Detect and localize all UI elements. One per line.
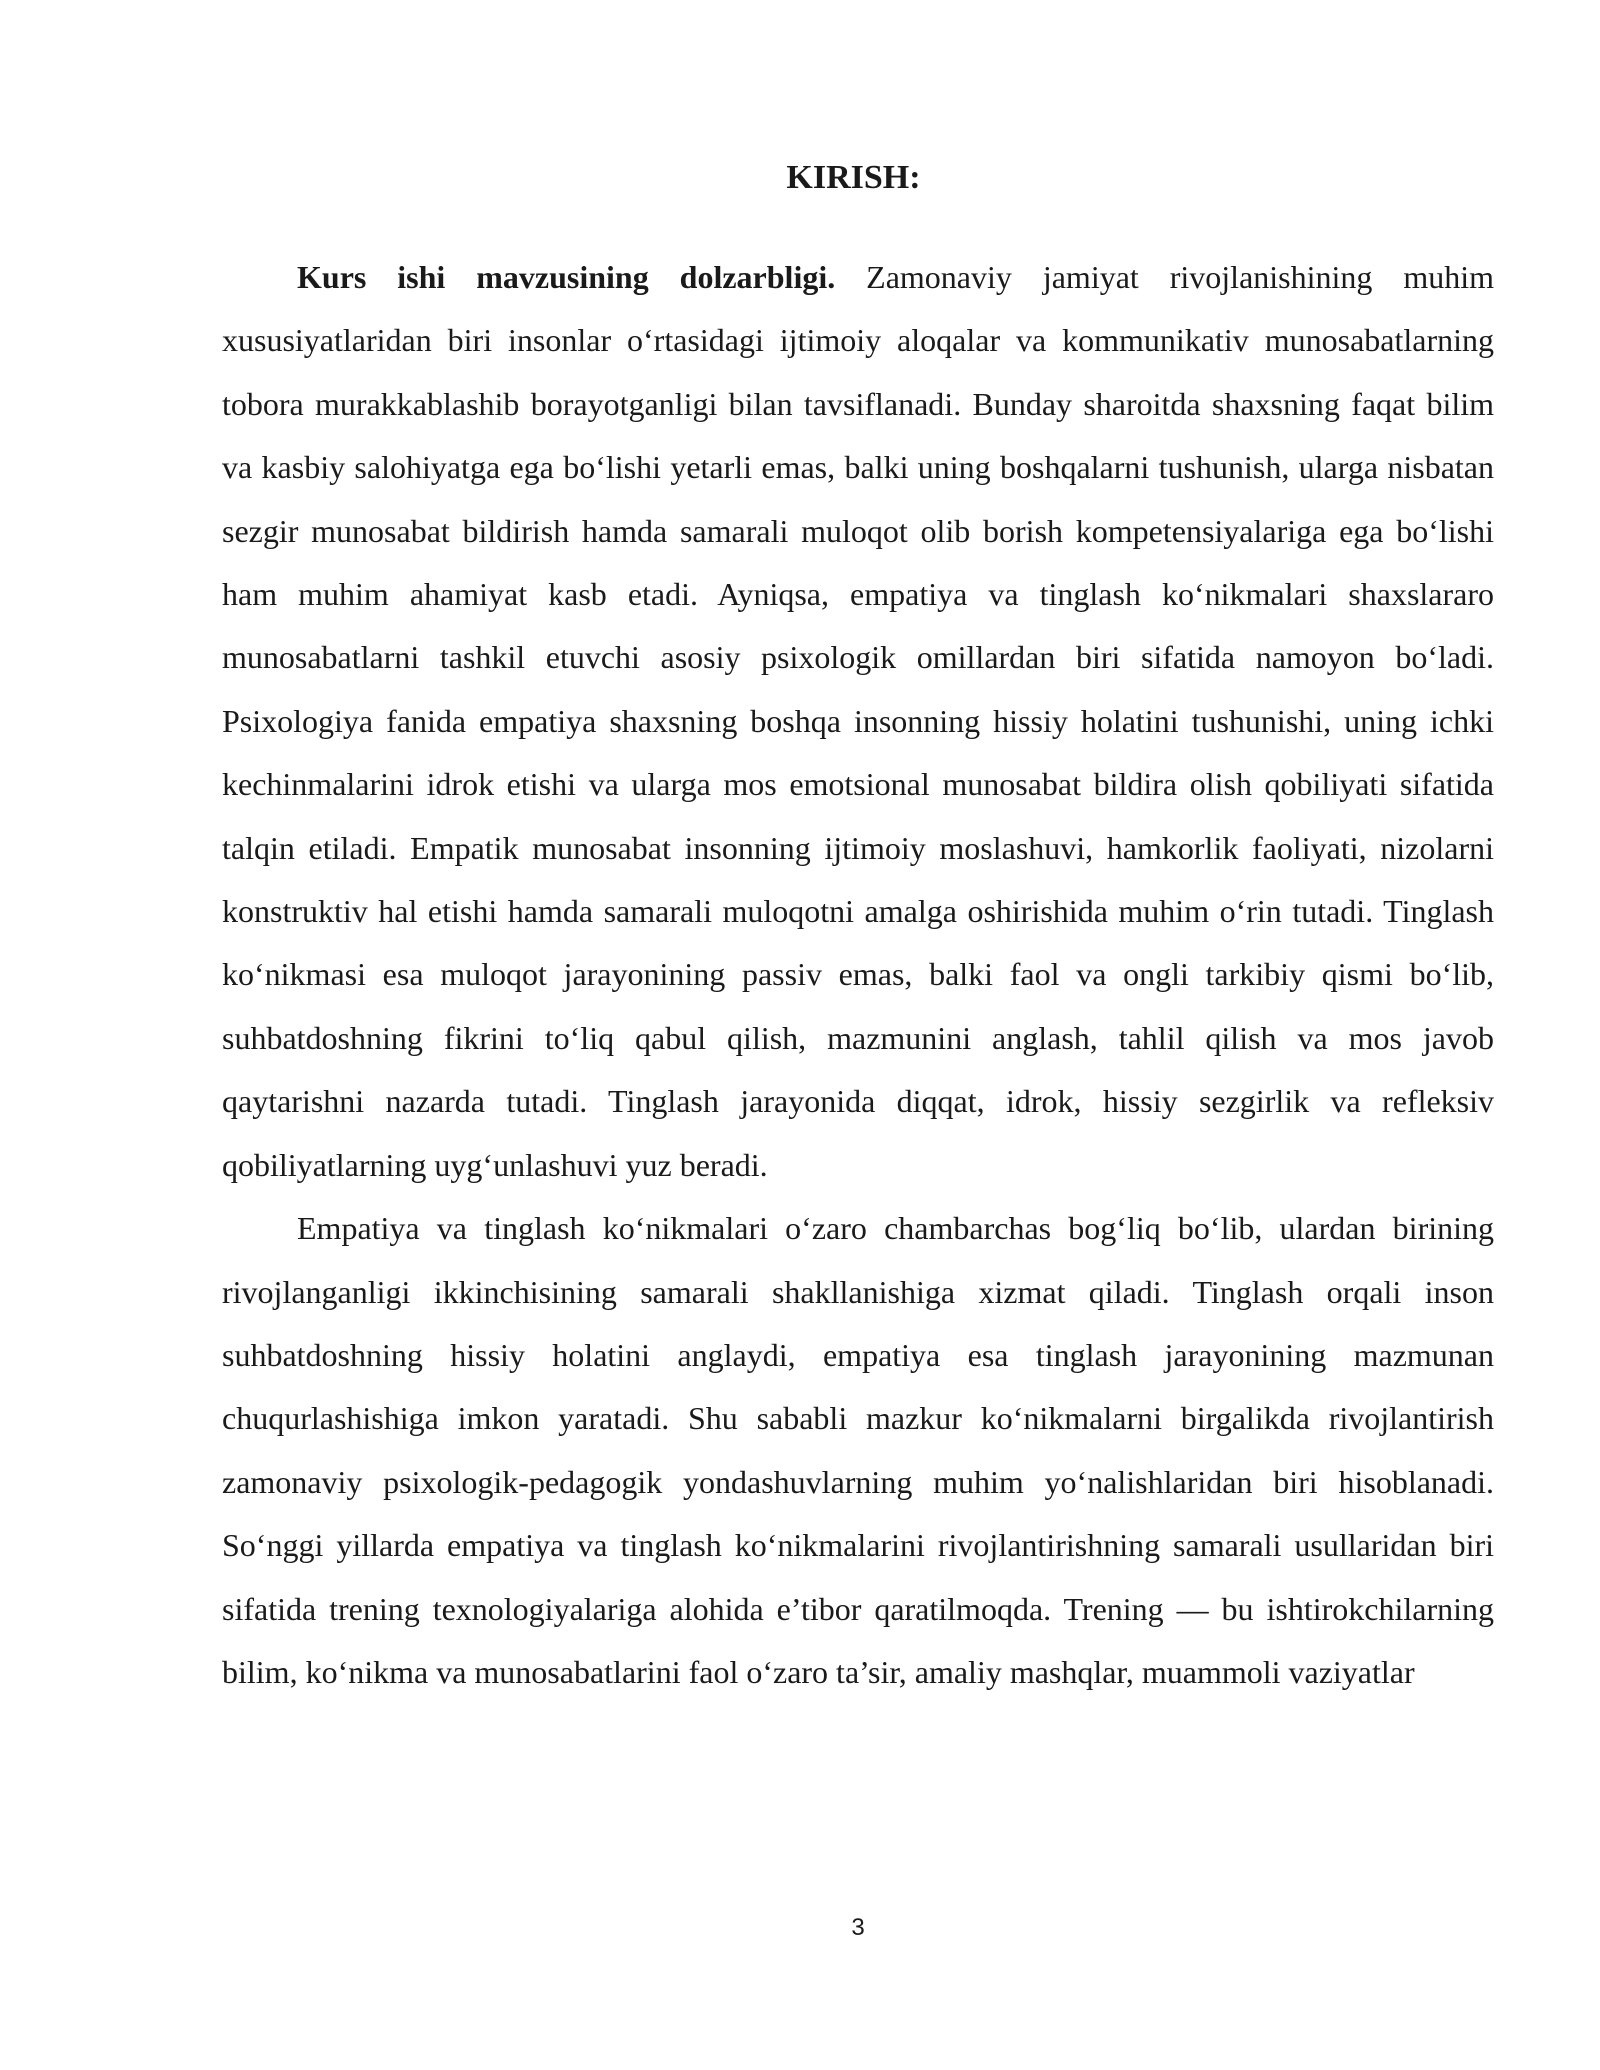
paragraph-text: Empatiya va tinglash ko‘nikmalari o‘zaro chambarchas bog‘liq bo‘lib, ulardan birining rivojlanganligi ikkinchisining samarali shakllanishiga xizmat qiladi. Tinglash orqali inson suhbatdoshning hissiy holatini anglaydi, empatiya esa tinglash jarayonining mazmunan chuqurlashishiga imkon yaratadi. Shu sababli mazkur ko‘nikmalarni birgalikda rivojlantirish zamonaviy psixologik-pedagogik yondashuvlarning muhim yo‘nalishlaridan biri hisoblanadi. So‘nggi yillarda empatiya va tinglash ko‘nikmalarini rivojlantirishning samarali usullaridan biri sifatida trening texnologiyalariga alohida e’tibor qaratilmoqda. Trening — bu ishtirokchilarning bilim, ko‘nikma va munosabatlarini faol o‘zaro ta’sir, amaliy mashqlar, muammoli vaziyatlar [222, 1210, 1494, 1690]
paragraph-text: Zamonaviy jamiyat rivojlanishining muhim xususiyatlaridan biri insonlar o‘rtasidagi ijtimoiy aloqalar va kommunikativ munosabatlarning tobora murakkablashib borayotganligi bilan tavsiflanadi. Bunday sharoitda shaxsning faqat bilim va kasbiy salohiyatga ega bo‘lishi yetarli emas, balki uning boshqalarni tushunish, ularga nisbatan sezgir munosabat bildirish hamda samarali muloqot olib borish kompetensiyalariga ega bo‘lishi ham muhim ahamiyat kasb etadi. Ayniqsa, empatiya va tinglash ko‘nikmalari shaxslararo munosabatlarni tashkil etuvchi asosiy psixologik omillardan biri sifatida namoyon bo‘ladi. Psixologiya fanida empatiya shaxsning boshqa insonning hissiy holatini tushunishi, uning ichki kechinmalarini idrok etishi va ularga mos emotsional munosabat bildira olish qobiliyati sifatida talqin etiladi. Empatik munosabat insonning ijtimoiy moslashuvi, hamkorlik faoliyati, nizolarni konstruktiv hal etishi hamda samarali muloqotni amalga oshirishida muhim o‘rin tutadi. Tinglash ko‘nikmasi esa muloqot jarayonining passiv emas, balki faol va ongli tarkibiy qismi bo‘lib, suhbatdoshning fikrini to‘liq qabul qilish, mazmunini anglash, tahlil qilish va mos javob qaytarishni nazarda tutadi. Tinglash jarayonida diqqat, idrok, hissiy sezgirlik va refleksiv qobiliyatlarning uyg‘unlashuvi yuz beradi. [222, 259, 1495, 1183]
paragraph-1 [222, 246, 1494, 1197]
paragraph-lead: Kurs ishi mavzusining dolzarbligi. [297, 259, 836, 295]
page-number: 3 [851, 1914, 865, 1941]
body-text [222, 246, 1494, 1704]
paragraph-2 [222, 1197, 1494, 1704]
section-heading: KIRISH: [786, 159, 921, 196]
